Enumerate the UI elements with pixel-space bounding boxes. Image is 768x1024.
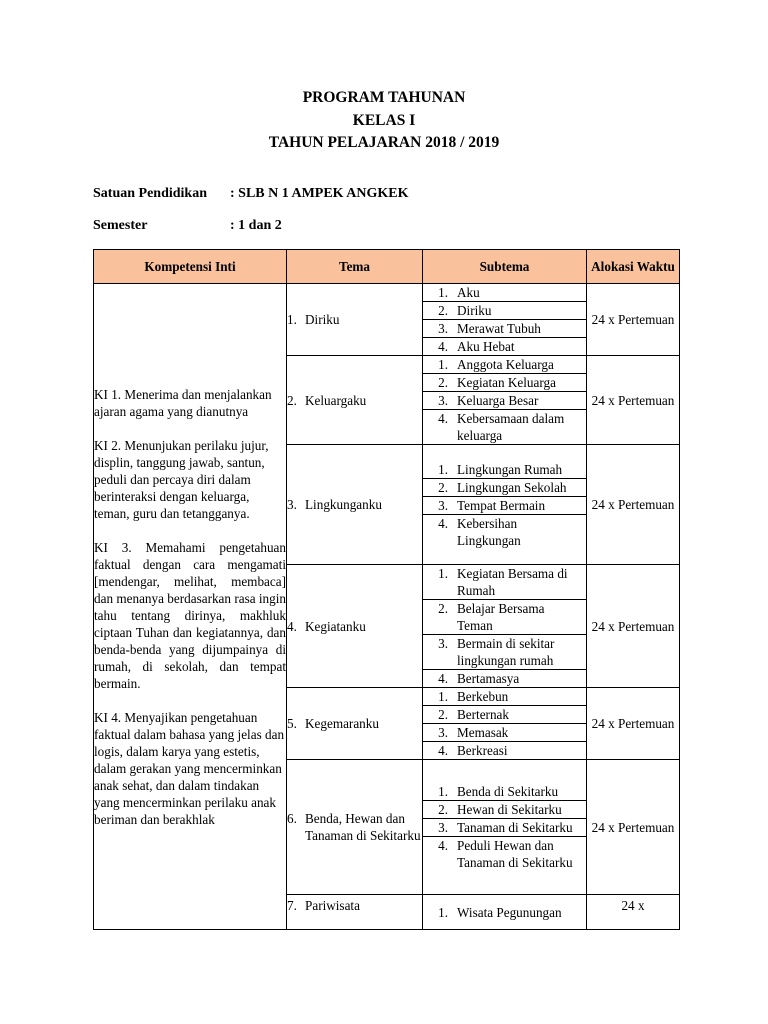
subtema-number: 1. <box>438 566 448 581</box>
subtema-text: Kebersihan Lingkungan <box>457 515 521 548</box>
subtema-number: 2. <box>438 479 448 495</box>
subtema-item <box>423 461 586 479</box>
education-unit-value: : SLB N 1 AMPEK ANGKEK <box>230 186 409 201</box>
subtema-cell <box>423 445 587 565</box>
subtema-number: 4. <box>438 671 448 686</box>
subtema-cell <box>423 688 587 760</box>
title-line-3: TAHUN PELAJARAN 2018 / 2019 <box>268 134 500 151</box>
subtema-text: Berkreasi <box>457 743 508 758</box>
tema-name: Kegiatanku <box>305 618 366 634</box>
tema-name: Diriku <box>305 312 340 327</box>
subtema-number: 2. <box>438 707 448 722</box>
tema-name: Benda, Hewan dan Tanaman di Sekitarku <box>305 811 421 843</box>
subtema-cell <box>423 284 587 356</box>
subtema-text: Tempat Bermain <box>457 497 546 513</box>
table-header-row <box>94 250 680 284</box>
tema-number: 1. <box>287 312 297 327</box>
subtema-item <box>423 284 586 302</box>
subtema-text: Kegiatan Keluarga <box>457 375 556 390</box>
semester-value: : 1 dan 2 <box>230 218 282 233</box>
tema-number: 2. <box>287 392 297 408</box>
kompetensi-inti-cell <box>94 284 287 930</box>
subtema-item <box>423 904 586 921</box>
education-unit-row <box>93 186 409 202</box>
subtema-number: 1. <box>438 904 448 920</box>
subtema-text: Kegiatan Bersama di Rumah <box>457 566 568 598</box>
tema-number: 7. <box>287 898 297 913</box>
subtema-text: Keluarga Besar <box>457 393 539 408</box>
subtema-text: Anggota Keluarga <box>457 357 554 372</box>
subtema-item <box>423 600 586 635</box>
tema-name: Keluargaku <box>305 392 367 408</box>
alokasi-waktu-cell: 24 x Pertemuan <box>587 284 680 356</box>
subtema-number: 1. <box>438 461 448 477</box>
tema-number: 3. <box>287 497 297 512</box>
tema-name: Lingkunganku <box>305 497 382 512</box>
subtema-number: 3. <box>438 393 448 408</box>
subtema-number: 1. <box>438 357 448 372</box>
alokasi-waktu-cell: 24 x Pertemuan <box>587 445 680 565</box>
subtema-item <box>423 819 586 837</box>
annual-program-table <box>93 249 680 930</box>
subtema-text: Wisata Pegunungan <box>457 904 562 920</box>
subtema-item <box>423 374 586 392</box>
subtema-text: Merawat Tubuh <box>457 321 541 336</box>
subtema-item <box>423 497 586 515</box>
subtema-number: 1. <box>438 784 448 799</box>
subtema-number: 3. <box>438 725 448 740</box>
subtema-number: 1. <box>438 285 448 300</box>
header-subtema: Subtema <box>423 250 587 284</box>
subtema-item <box>423 565 586 600</box>
subtema-number: 4. <box>438 515 448 531</box>
subtema-number: 4. <box>438 339 448 354</box>
subtema-number: 2. <box>438 303 448 318</box>
subtema-text: Kebersamaan dalam keluarga <box>457 411 565 443</box>
subtema-item <box>423 320 586 338</box>
alokasi-waktu-cell: 24 x Pertemuan <box>587 760 680 895</box>
subtema-text: Bertamasya <box>457 671 520 686</box>
subtema-number: 3. <box>438 636 448 651</box>
subtema-item <box>423 392 586 410</box>
ki-item-3: KI 3. Memahami pengetahuan faktual dengan cara mengamati [mendengar, melihat, membaca] dan menanya berdasarkan rasa ingin tahu tentang dirinya, makhluk ciptaan Tuhan dan kegiatannya, dan benda-benda yang dijumpainya di rumah, di sekolah, dan tempat bermain. <box>94 539 286 691</box>
document-title <box>0 87 768 155</box>
tema-cell <box>287 760 423 895</box>
subtema-text: Belajar Bersama Teman <box>457 601 545 633</box>
subtema-text: Berternak <box>457 707 509 722</box>
semester-row <box>93 218 282 234</box>
tema-cell <box>287 688 423 760</box>
subtema-number: 4. <box>438 838 448 853</box>
subtema-item <box>423 515 586 549</box>
subtema-number: 3. <box>438 820 448 835</box>
subtema-item <box>423 688 586 706</box>
subtema-text: Hewan di Sekitarku <box>457 802 562 817</box>
alokasi-waktu-cell: 24 x Pertemuan <box>587 356 680 445</box>
ki-item-4: KI 4. Menyajikan pengetahuan faktual dalam bahasa yang jelas dan logis, dalam karya yang estetis, dalam gerakan yang mencerminkan anak sehat, dan dalam tindakan yang mencerminkan perilaku anak beriman dan berakhlak <box>94 709 285 827</box>
subtema-text: Lingkungan Sekolah <box>457 479 567 495</box>
subtema-text: Benda di Sekitarku <box>457 784 559 799</box>
header-alokasi-waktu: Alokasi Waktu <box>587 250 680 284</box>
tema-number: 6. <box>287 811 297 826</box>
tema-number: 5. <box>287 716 297 731</box>
subtema-text: Aku <box>457 285 480 300</box>
subtema-item <box>423 338 586 355</box>
subtema-number: 3. <box>438 321 448 336</box>
subtema-text: Diriku <box>457 303 492 318</box>
tema-cell <box>287 565 423 688</box>
tema-cell <box>287 284 423 356</box>
header-tema: Tema <box>287 250 423 284</box>
subtema-cell <box>423 760 587 895</box>
ki-item-1: KI 1. Menerima dan menjalankan ajaran agama yang dianutnya <box>94 386 272 419</box>
subtema-item <box>423 302 586 320</box>
alokasi-waktu-cell: 24 x Pertemuan <box>587 688 680 760</box>
subtema-item <box>423 724 586 742</box>
subtema-cell <box>423 356 587 445</box>
subtema-number: 2. <box>438 601 448 616</box>
subtema-number: 4. <box>438 743 448 758</box>
subtema-item <box>423 837 586 871</box>
subtema-number: 1. <box>438 689 448 704</box>
tema-name: Pariwisata <box>305 898 360 913</box>
subtema-item <box>423 479 586 497</box>
ki-item-2: KI 2. Menunjukan perilaku jujur, displin, tanggung jawab, santun, peduli dan percaya diri dalam berinteraksi dengan keluarga, teman, guru dan tetangganya. <box>94 437 269 521</box>
subtema-cell <box>423 565 587 688</box>
subtema-number: 4. <box>438 411 448 426</box>
tema-cell <box>287 895 423 930</box>
subtema-item <box>423 706 586 724</box>
subtema-text: Aku Hebat <box>457 339 515 354</box>
subtema-text: Memasak <box>457 725 509 740</box>
subtema-item <box>423 410 586 444</box>
subtema-text: Berkebun <box>457 689 509 704</box>
subtema-text: Peduli Hewan dan Tanaman di Sekitarku <box>457 838 573 870</box>
subtema-item <box>423 356 586 374</box>
subtema-cell <box>423 895 587 930</box>
subtema-item <box>423 670 586 687</box>
subtema-text: Lingkungan Rumah <box>457 461 563 477</box>
subtema-item <box>423 783 586 801</box>
tema-cell <box>287 356 423 445</box>
subtema-number: 3. <box>438 497 448 513</box>
alokasi-waktu-cell: 24 x <box>587 895 680 930</box>
subtema-item <box>423 742 586 759</box>
subtema-item <box>423 801 586 819</box>
table-row <box>94 284 680 356</box>
title-line-1: PROGRAM TAHUNAN <box>302 89 466 106</box>
tema-number: 4. <box>287 618 297 634</box>
subtema-number: 2. <box>438 375 448 390</box>
subtema-text: Tanaman di Sekitarku <box>457 820 573 835</box>
semester-label: Semester <box>93 218 148 233</box>
subtema-number: 2. <box>438 802 448 817</box>
subtema-text: Bermain di sekitar lingkungan rumah <box>457 636 555 668</box>
subtema-item <box>423 635 586 670</box>
header-kompetensi-inti: Kompetensi Inti <box>94 250 287 284</box>
education-unit-label: Satuan Pendidikan <box>93 186 207 201</box>
tema-cell <box>287 445 423 565</box>
title-line-2: KELAS I <box>352 111 416 129</box>
alokasi-waktu-cell: 24 x Pertemuan <box>587 565 680 688</box>
tema-name: Kegemaranku <box>305 716 379 731</box>
